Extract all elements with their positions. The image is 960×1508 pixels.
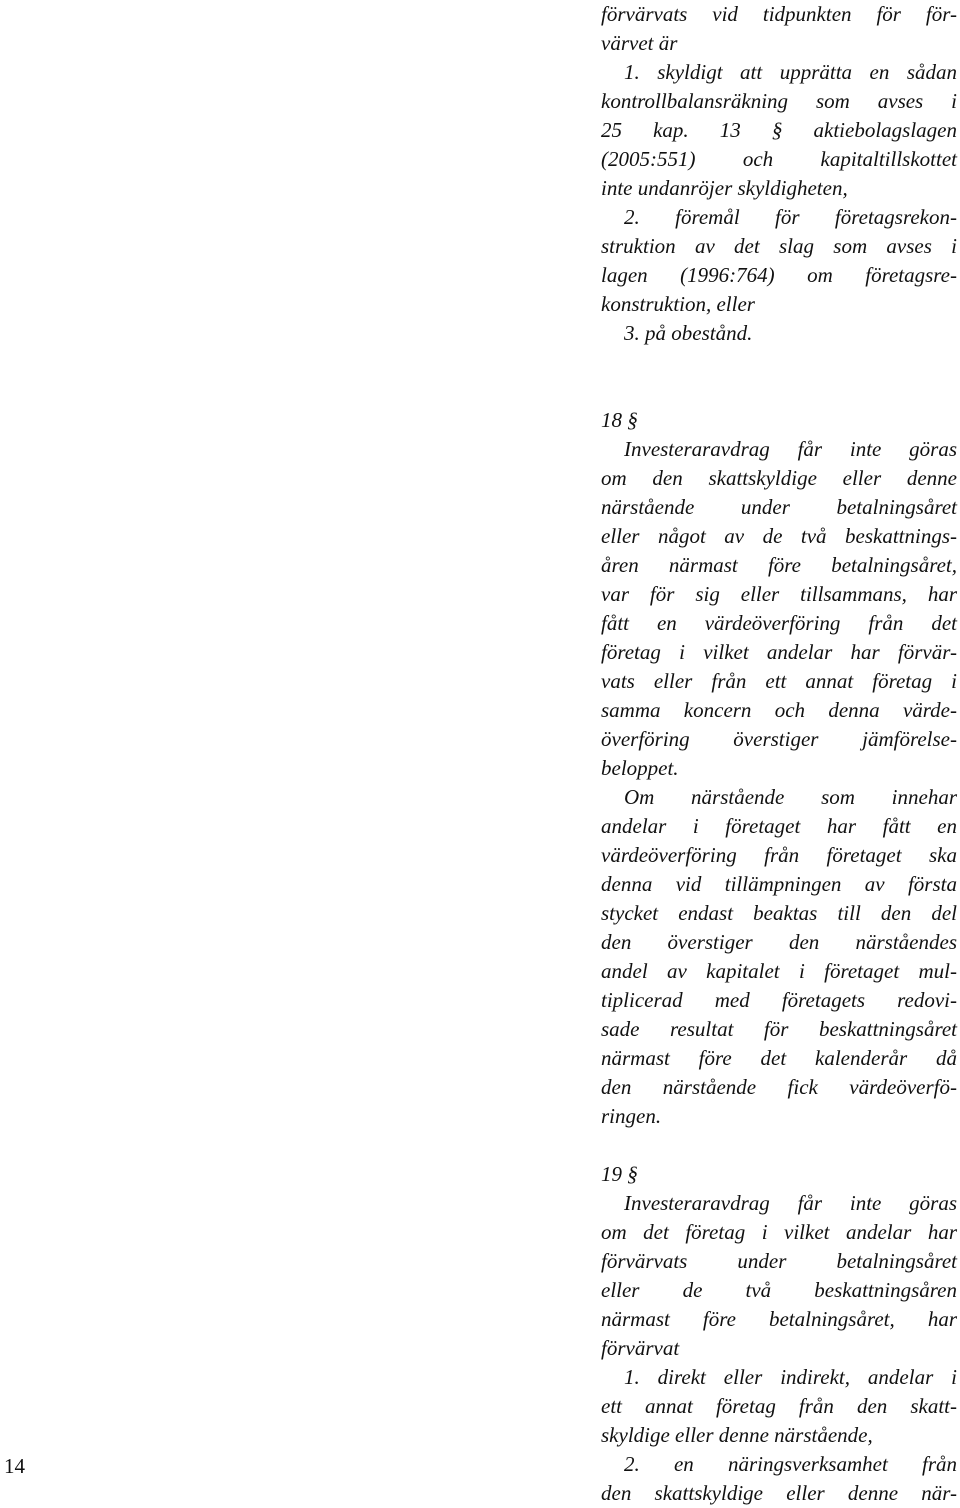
text-line: den närstående fick värdeöverfö- [601, 1075, 957, 1099]
list-item [601, 203, 957, 319]
text-line: närstående under betalningsåret [601, 495, 957, 519]
text-line: företag i vilket andelar har förvär- [601, 640, 957, 664]
text-line: den överstiger den närståendes [601, 930, 957, 954]
text-line: närmast före betalningsåret, har [601, 1307, 957, 1331]
text-line: (2005:551) och kapitaltillskottet [601, 147, 957, 171]
section-18 [601, 406, 957, 1131]
text-line: eller något av de två beskattnings- [601, 524, 957, 548]
list-item [601, 319, 957, 348]
section-heading: 18 § [601, 408, 638, 432]
text-line: sade resultat för beskattningsåret [601, 1017, 957, 1041]
text-line: ett annat företag från den skatt- [601, 1394, 957, 1418]
text-line: Investeraravdrag får inte göras [624, 437, 957, 461]
text-column [601, 0, 957, 1508]
text-line: skyldige eller denne närstående, [601, 1423, 873, 1447]
text-line: eller de två beskattningsåren [601, 1278, 957, 1302]
text-line: värvet är [601, 31, 678, 55]
text-line: kontrollbalansräkning som avses i [601, 89, 957, 113]
list-item [601, 58, 957, 203]
text-line: närmast före det kalenderår då [601, 1046, 957, 1070]
text-line: Investeraravdrag får inte göras [624, 1191, 957, 1215]
text-line: tiplicerad med företagets redovi- [601, 988, 957, 1012]
text-line: andelar i företaget har fått en [601, 814, 957, 838]
text-line: var för sig eller tillsammans, har [601, 582, 957, 606]
text-line: ringen. [601, 1104, 662, 1128]
spacer [601, 377, 957, 406]
text-line: om det företag i vilket andelar har [601, 1220, 957, 1244]
text-line: 2. föremål för företagsrekon- [624, 205, 957, 229]
text-line: åren närmast före betalningsåret, [601, 553, 957, 577]
text-line: samma koncern och denna värde- [601, 698, 957, 722]
text-line: vats eller från ett annat företag i [601, 669, 957, 693]
text-line: förvärvats vid tidpunkten för för- [601, 2, 957, 26]
section-19 [601, 1160, 957, 1508]
section-heading: 19 § [601, 1162, 638, 1186]
text-line: inte undanröjer skyldigheten, [601, 176, 848, 200]
text-line: beloppet. [601, 756, 679, 780]
text-line: konstruktion, eller [601, 292, 755, 316]
intro-paragraph [601, 0, 957, 58]
text-line: andel av kapitalet i företaget mul- [601, 959, 957, 983]
page-number: 14 [4, 1454, 25, 1478]
text-line: överföring överstiger jämförelse- [601, 727, 957, 751]
spacer [601, 348, 957, 377]
text-line: lagen (1996:764) om företagsre- [601, 263, 957, 287]
text-line: 3. på obestånd. [624, 321, 753, 345]
text-line: värdeöverföring från företaget ska [601, 843, 957, 867]
text-line: Om närstående som innehar [624, 785, 957, 809]
text-line: struktion av det slag som avses i [601, 234, 957, 258]
text-line: 2. en näringsverksamhet från [624, 1452, 957, 1476]
text-line: stycket endast beaktas till den del [601, 901, 957, 925]
text-line: om den skattskyldige eller denne [601, 466, 957, 490]
text-line: förvärvat [601, 1336, 680, 1360]
text-line: 25 kap. 13 § aktiebolagslagen [601, 118, 957, 142]
text-line: fått en värdeöverföring från det [601, 611, 957, 635]
text-line: förvärvats under betalningsåret [601, 1249, 957, 1273]
spacer [601, 1131, 957, 1160]
text-line: 1. direkt eller indirekt, andelar i [624, 1365, 957, 1389]
text-line: den skattskyldige eller denne när- [601, 1481, 957, 1505]
text-line: 1. skyldigt att upprätta en sådan [624, 60, 957, 84]
text-line: denna vid tillämpningen av första [601, 872, 957, 896]
